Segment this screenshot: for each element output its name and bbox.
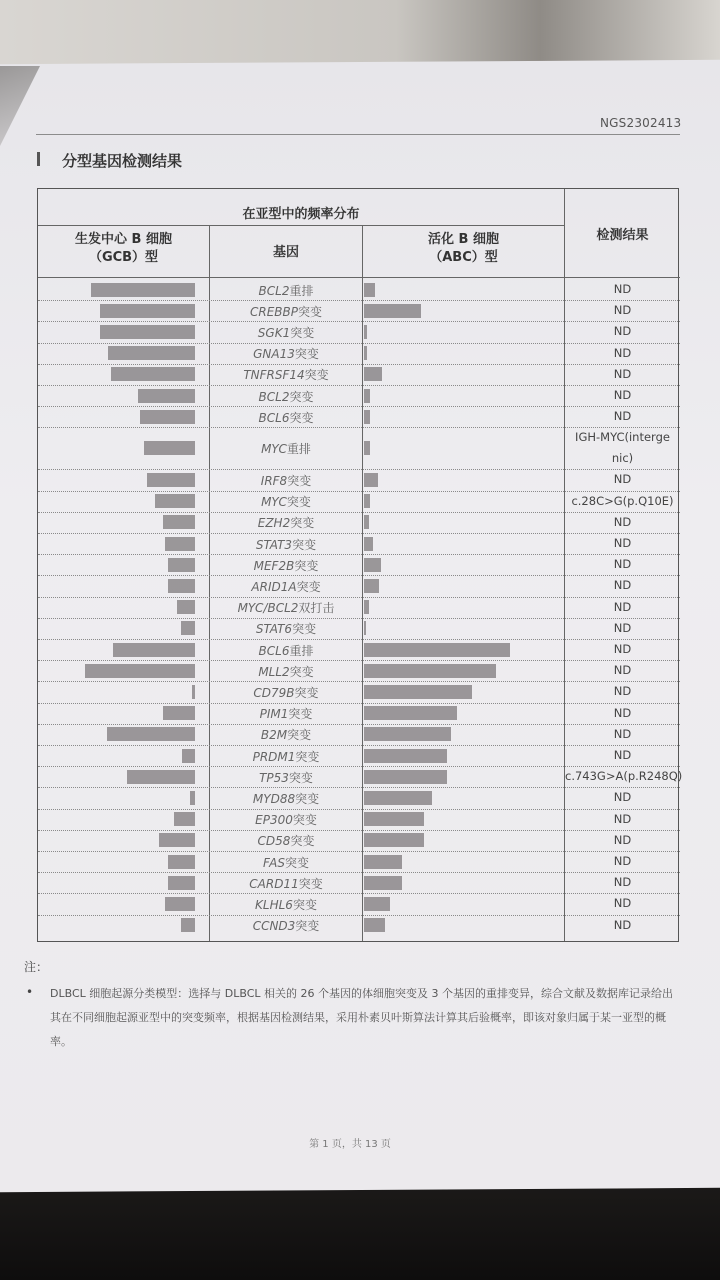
abc-frequency-bar — [364, 473, 378, 487]
abc-frequency-bar — [364, 664, 496, 678]
gene-name — [210, 557, 362, 574]
variant-type: 重排 — [289, 643, 314, 658]
abc-frequency-bar — [364, 876, 402, 890]
variant-type: 重排 — [286, 442, 311, 457]
gene-symbol: MYC — [261, 442, 287, 457]
variant-type: 突变 — [292, 813, 317, 828]
variant-type: 突变 — [298, 876, 323, 891]
gene-name — [210, 366, 362, 383]
test-result: ND — [613, 303, 632, 318]
gene-name — [210, 599, 362, 616]
gene-symbol: KLHL6 — [255, 897, 293, 912]
gene-name — [210, 769, 362, 786]
variant-type: 突变 — [304, 368, 329, 383]
test-result: ND — [613, 366, 632, 381]
test-result: ND — [613, 917, 632, 932]
variant-type: 突变 — [290, 325, 315, 340]
gene-name — [210, 620, 362, 637]
gene-name — [210, 514, 362, 531]
gcb-frequency-bar — [100, 304, 195, 318]
abc-frequency-bar — [364, 791, 432, 805]
document-id: NGS2302413 — [600, 116, 682, 130]
gene-header: 基因 — [272, 245, 299, 260]
table-row — [38, 364, 680, 385]
variant-type: 突变 — [289, 664, 314, 679]
abc-frequency-bar — [364, 685, 472, 699]
table-row — [38, 385, 680, 406]
gene-symbol: STAT6 — [255, 622, 293, 637]
variant-type: 突变 — [294, 347, 319, 362]
variant-type: 突变 — [288, 707, 313, 722]
table-row — [38, 681, 680, 702]
gene-symbol: PIM1 — [259, 707, 289, 722]
test-result: ND — [613, 599, 632, 614]
gene-symbol: CD79B — [253, 685, 295, 700]
gene-name — [210, 748, 362, 765]
variant-type: 突变 — [296, 579, 321, 594]
table-row — [38, 639, 680, 660]
table-row — [38, 406, 680, 427]
table-row — [38, 660, 680, 681]
gene-symbol: BCL2 — [258, 283, 290, 298]
gene-name — [210, 790, 362, 807]
gcb-frequency-bar — [85, 664, 196, 678]
gcb-frequency-bar — [177, 600, 195, 614]
gcb-frequency-bar — [140, 410, 195, 424]
gcb-frequency-bar — [108, 346, 195, 360]
gcb-frequency-bar — [181, 918, 195, 932]
gene-symbol: GNA13 — [253, 347, 295, 362]
gcb-frequency-bar — [163, 515, 196, 529]
table-row — [38, 830, 680, 851]
abc-frequency-bar — [364, 537, 373, 551]
test-result: ND — [613, 726, 632, 741]
table-row — [38, 300, 680, 321]
gene-symbol: FAS — [262, 855, 285, 870]
variant-type: 突变 — [289, 410, 314, 425]
variant-type: 突变 — [290, 516, 315, 531]
gene-symbol: PRDM1 — [252, 749, 296, 764]
gene-symbol: BCL6 — [258, 643, 290, 658]
abc-frequency-bar — [364, 600, 369, 614]
gene-name — [210, 811, 362, 828]
variant-type: 突变 — [297, 304, 322, 319]
gcb-frequency-bar — [155, 494, 195, 508]
gcb-frequency-bar — [181, 621, 195, 635]
gene-name — [210, 726, 362, 743]
test-result: ND — [613, 578, 632, 593]
header-bottom-line — [38, 277, 680, 278]
gcb-frequency-bar — [174, 812, 195, 826]
gene-name — [210, 705, 362, 722]
gene-symbol: CD58 — [257, 834, 291, 849]
table-row — [38, 787, 680, 808]
abc-frequency-bar — [364, 855, 402, 869]
variant-type: 重排 — [289, 283, 314, 298]
freq-distribution-header: 在亚型中的频率分布 — [242, 207, 360, 222]
abc-frequency-bar — [364, 833, 424, 847]
test-result: ND — [613, 832, 632, 847]
gene-name — [210, 324, 362, 341]
gene-symbol: CARD11 — [249, 876, 299, 891]
table-row — [38, 745, 680, 766]
table-row — [38, 809, 680, 830]
result-header: 检测结果 — [596, 228, 649, 243]
test-result: ND — [613, 875, 632, 890]
gene-name — [210, 536, 362, 553]
page-footer: 第 1 页，共 13 页 — [309, 1139, 391, 1150]
test-result: ND — [613, 409, 632, 424]
test-result: ND — [613, 514, 632, 529]
table-row — [38, 491, 680, 512]
gene-name — [210, 642, 362, 659]
note-label: 注： — [24, 960, 49, 974]
table-row — [38, 554, 680, 575]
test-result: ND — [613, 854, 632, 869]
gene-name — [210, 493, 362, 510]
note-bullet: • — [26, 985, 34, 999]
test-result: ND — [613, 282, 632, 297]
header-divider-freq — [38, 225, 564, 226]
table-row — [38, 766, 683, 787]
variant-type: 突变 — [287, 728, 312, 743]
variant-type: 突变 — [292, 537, 317, 552]
test-result: ND — [613, 748, 632, 763]
gene-symbol: ARID1A — [251, 579, 297, 594]
gene-symbol: BCL6 — [258, 410, 290, 425]
header-divider — [36, 134, 680, 135]
gene-symbol: EZH2 — [257, 516, 291, 531]
gcb-frequency-bar — [168, 558, 195, 572]
note-text: DLBCL 细胞起源分类模型：选择与 DLBCL 相关的 26 个基因的体细胞突变及 3 个基因的重排变异，综合文献及数据库记录给出其在不同细胞起源亚型中的突变频率，根据基因检测结果，采用朴素贝叶斯算法计算其后验概率，即该对象归属于某一亚型的概率。 — [50, 987, 673, 1048]
gcb-frequency-bar — [159, 833, 195, 847]
gcb-frequency-bar — [91, 283, 195, 297]
gcb-frequency-bar — [107, 727, 195, 741]
variant-type: 突变 — [286, 495, 311, 510]
test-result: ND — [613, 896, 632, 911]
variant-type: 双打击 — [298, 601, 335, 616]
table-row — [38, 321, 680, 342]
gcb-frequency-bar — [163, 706, 196, 720]
table-row — [38, 703, 680, 724]
abc-frequency-bar — [364, 283, 375, 297]
gene-symbol: TP53 — [259, 770, 289, 785]
table-row — [38, 872, 680, 893]
table-row — [38, 618, 680, 639]
table-row — [38, 469, 680, 490]
gene-name — [210, 282, 362, 299]
abc-frequency-bar — [364, 389, 370, 403]
test-result: ND — [613, 790, 632, 805]
gcb-frequency-bar — [100, 325, 195, 339]
desk-background-bottom — [0, 1180, 720, 1280]
test-result: IGH-MYC(intergenic) — [575, 430, 670, 466]
test-result: ND — [613, 684, 632, 699]
abc-frequency-bar — [364, 441, 370, 455]
gcb-frequency-bar — [113, 643, 195, 657]
gcb-frequency-bar — [147, 473, 195, 487]
variant-type: 突变 — [292, 897, 317, 912]
abc-frequency-bar — [364, 494, 370, 508]
gcb-frequency-bar — [168, 876, 195, 890]
abc-frequency-bar — [364, 515, 369, 529]
gene-name — [210, 440, 362, 457]
gene-name — [210, 303, 362, 320]
section-title: 分型基因检测结果 — [62, 152, 183, 170]
abc-frequency-bar — [364, 727, 451, 741]
table-row — [38, 597, 680, 618]
abc-frequency-bar — [364, 325, 367, 339]
gene-name — [210, 345, 362, 362]
gene-symbol: MLL2 — [258, 664, 290, 679]
test-result: ND — [613, 663, 632, 678]
gcb-frequency-bar — [190, 791, 195, 805]
gene-name — [210, 388, 362, 405]
table-row — [38, 279, 680, 300]
gene-symbol: MYD88 — [252, 791, 296, 806]
test-result: ND — [613, 345, 632, 360]
subtype-gene-table — [37, 188, 683, 942]
gene-symbol: EP300 — [255, 813, 293, 828]
gcb-frequency-bar — [192, 685, 195, 699]
gene-name — [210, 684, 362, 701]
abc-frequency-bar — [364, 812, 424, 826]
table-row — [38, 427, 680, 469]
variant-type: 突变 — [292, 622, 317, 637]
gcb-frequency-bar — [168, 855, 195, 869]
table-row — [38, 575, 680, 596]
gene-symbol: SGK1 — [257, 325, 291, 340]
gene-name — [210, 472, 362, 489]
gene-symbol: TNFRSF14 — [243, 368, 305, 383]
table-row — [38, 512, 680, 533]
gene-symbol: MEF2B — [253, 558, 295, 573]
variant-type: 突变 — [289, 389, 314, 404]
variant-type: 突变 — [294, 558, 319, 573]
test-result: ND — [613, 642, 632, 657]
variant-type: 突变 — [287, 473, 312, 488]
abc-frequency-bar — [364, 749, 447, 763]
table-row — [38, 915, 680, 936]
abc-frequency-bar — [364, 304, 421, 318]
gene-symbol: MYC/BCL2 — [237, 601, 299, 616]
gene-name — [210, 663, 362, 680]
abc-frequency-bar — [364, 410, 370, 424]
abc-frequency-bar — [364, 706, 457, 720]
gene-name — [210, 917, 362, 934]
gcb-frequency-bar — [168, 579, 195, 593]
gene-symbol: MYC — [261, 495, 287, 510]
variant-type: 突变 — [294, 685, 319, 700]
abc-frequency-bar — [364, 346, 367, 360]
gene-name — [210, 896, 362, 913]
test-result: ND — [613, 536, 632, 551]
gcb-frequency-bar — [127, 770, 195, 784]
abc-frequency-bar — [364, 897, 390, 911]
abc-frequency-bar — [364, 579, 379, 593]
gcb-frequency-bar — [111, 367, 196, 381]
abc-frequency-bar — [364, 367, 382, 381]
variant-type: 突变 — [290, 834, 315, 849]
table-row — [38, 343, 680, 364]
table-row — [38, 851, 680, 872]
test-result: ND — [613, 472, 632, 487]
test-result: ND — [613, 620, 632, 635]
gene-symbol: B2M — [260, 728, 288, 743]
abc-frequency-bar — [364, 621, 366, 635]
abc-frequency-bar — [364, 770, 447, 784]
test-result: c.28C>G(p.Q10E) — [571, 493, 674, 508]
abc-frequency-bar — [364, 558, 381, 572]
gcb-frequency-bar — [138, 389, 195, 403]
test-result: c.743G>A(p.R248Q) — [565, 769, 683, 784]
gene-symbol: IRF8 — [260, 473, 288, 488]
abc-frequency-bar — [364, 918, 385, 932]
test-result: ND — [613, 811, 632, 826]
variant-type: 突变 — [295, 749, 320, 764]
gene-symbol: BCL2 — [258, 389, 290, 404]
variant-type: 突变 — [288, 770, 313, 785]
gcb-frequency-bar — [144, 441, 195, 455]
variant-type: 突变 — [295, 919, 320, 934]
test-result: ND — [613, 557, 632, 572]
gcb-frequency-bar — [165, 537, 195, 551]
variant-type: 突变 — [285, 855, 310, 870]
test-result: ND — [613, 705, 632, 720]
gene-symbol: CREBBP — [249, 304, 298, 319]
table-row — [38, 533, 680, 554]
gcb-header: 生发中心 B 细胞 （GCB）型 — [75, 232, 172, 265]
abc-header: 活化 B 细胞 （ABC）型 — [428, 232, 499, 265]
gene-name — [210, 578, 362, 595]
gcb-frequency-bar — [182, 749, 195, 763]
gene-name — [210, 854, 362, 871]
gene-symbol: STAT3 — [255, 537, 293, 552]
test-result: ND — [613, 388, 632, 403]
abc-frequency-bar — [364, 643, 510, 657]
table-row — [38, 724, 680, 745]
table-row — [38, 893, 680, 914]
variant-type: 突变 — [295, 791, 320, 806]
test-result: ND — [613, 324, 632, 339]
gene-name — [210, 409, 362, 426]
gene-name — [210, 832, 362, 849]
gene-name — [210, 875, 362, 892]
section-marker — [37, 152, 40, 166]
gcb-frequency-bar — [165, 897, 195, 911]
gene-symbol: CCND3 — [252, 919, 296, 934]
